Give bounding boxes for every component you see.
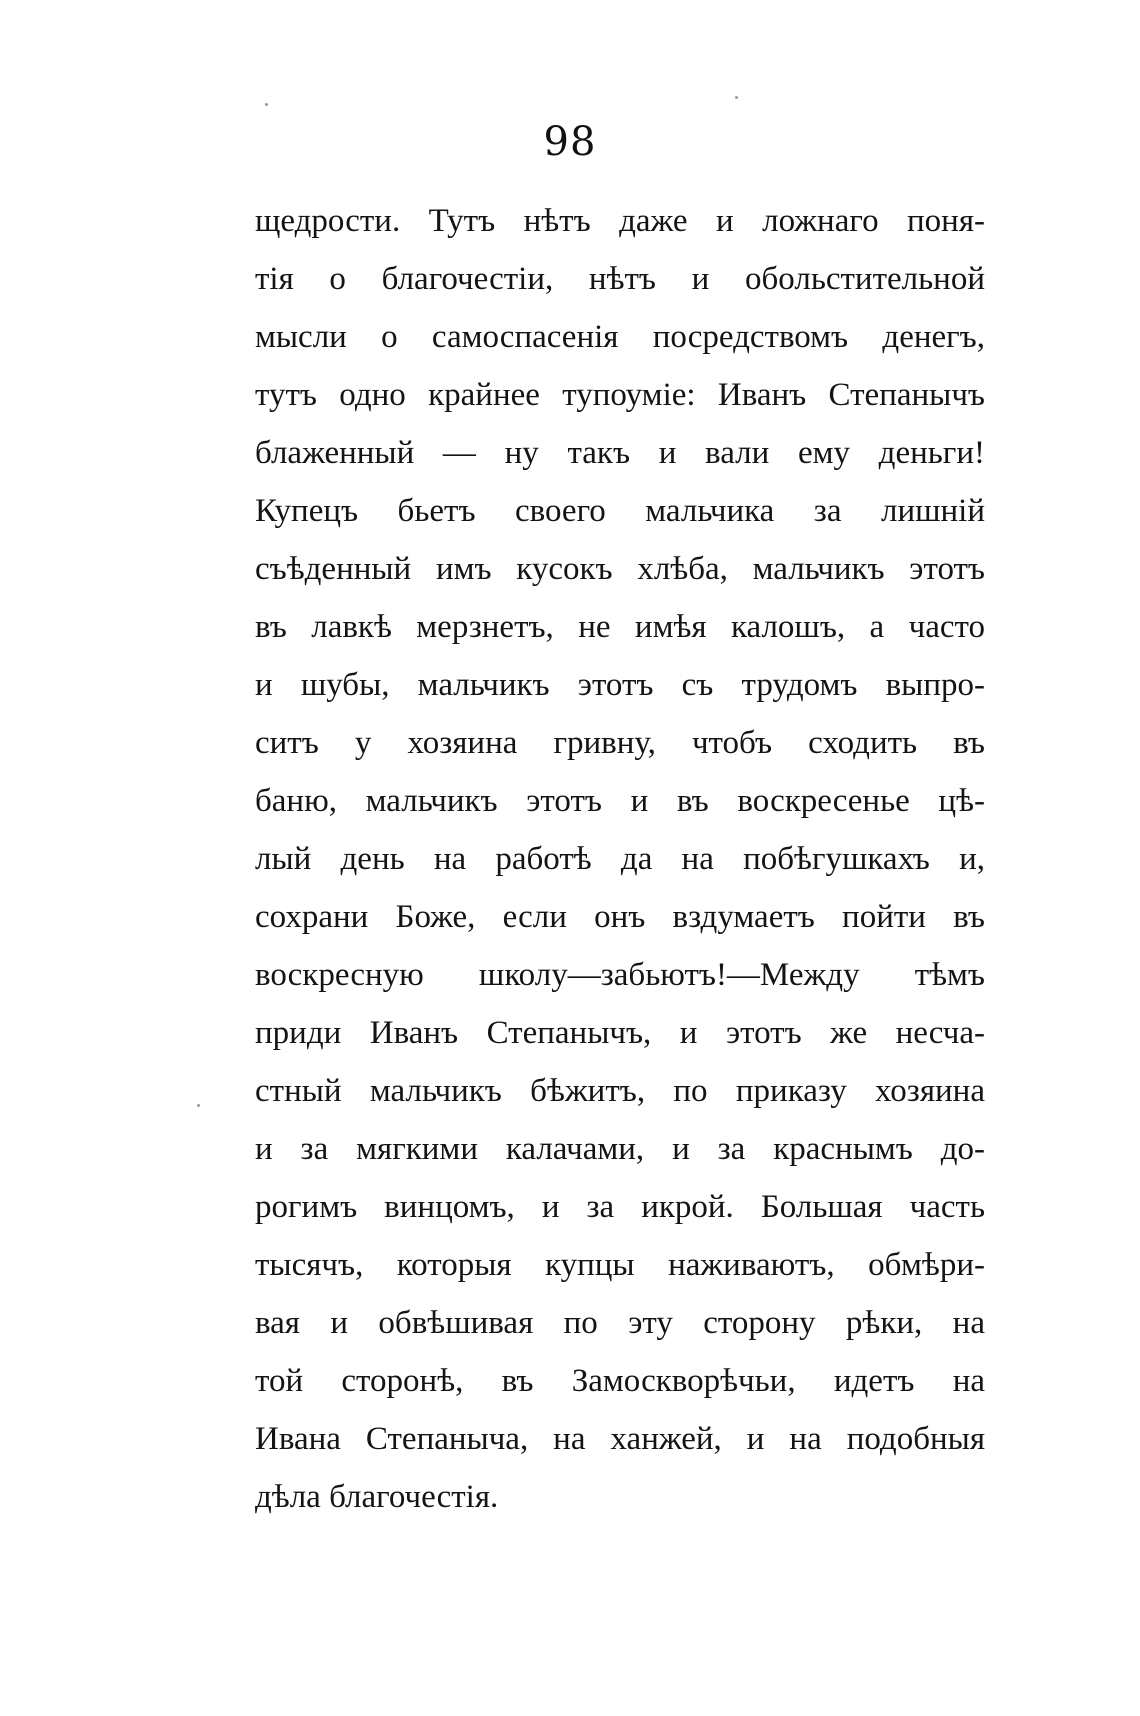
print-speck bbox=[197, 1104, 200, 1107]
text-line: стный мальчикъ бѣжитъ, по приказу хозяина bbox=[255, 1073, 985, 1109]
text-line: съѣденный имъ кусокъ хлѣба, мальчикъ этотъ bbox=[255, 551, 985, 587]
text-line: той сторонѣ, въ Замоскворѣчьи, идетъ на bbox=[255, 1363, 985, 1399]
text-line: лый день на работѣ да на побѣгушкахъ и, bbox=[255, 841, 985, 877]
text-line: Ивана Степаныча, на ханжей, и на подобныя bbox=[255, 1421, 985, 1457]
text-line: щедрости. Тутъ нѣтъ даже и ложнаго поня- bbox=[255, 203, 985, 239]
text-line: блаженный — ну такъ и вали ему деньги! bbox=[255, 435, 985, 471]
text-line: и за мягкими калачами, и за краснымъ до- bbox=[255, 1131, 985, 1167]
print-speck bbox=[735, 96, 738, 99]
text-line: Купецъ бьетъ своего мальчика за лишній bbox=[255, 493, 985, 529]
text-line: дѣла благочестія. bbox=[255, 1479, 499, 1515]
text-line: ситъ у хозяина гривну, чтобъ сходить въ bbox=[255, 725, 985, 761]
print-speck bbox=[265, 103, 268, 106]
text-line: тія о благочестіи, нѣтъ и обольстительной bbox=[255, 261, 985, 297]
text-line: и шубы, мальчикъ этотъ съ трудомъ выпро- bbox=[255, 667, 985, 703]
text-line: вая и обвѣшивая по эту сторону рѣки, на bbox=[255, 1305, 985, 1341]
text-line: тутъ одно крайнее тупоуміе: Иванъ Степанычъ bbox=[255, 377, 985, 413]
text-line: рогимъ винцомъ, и за икрой. Большая часть bbox=[255, 1189, 985, 1225]
page-number: 98 bbox=[543, 119, 597, 165]
text-line: тысячъ, которыя купцы наживаютъ, обмѣри- bbox=[255, 1247, 985, 1283]
text-line: баню, мальчикъ этотъ и въ воскресенье цѣ- bbox=[255, 783, 985, 819]
text-line: воскресную школу—забьютъ!—Между тѣмъ bbox=[255, 957, 985, 993]
text-line: мысли о самоспасенія посредствомъ денегъ, bbox=[255, 319, 985, 355]
text-line: приди Иванъ Степанычъ, и этотъ же несча- bbox=[255, 1015, 985, 1051]
text-line: сохрани Боже, если онъ вздумаетъ пойти въ bbox=[255, 899, 985, 935]
body-text bbox=[255, 192, 985, 1526]
text-line: въ лавкѣ мерзнетъ, не имѣя калошъ, а часто bbox=[255, 609, 985, 645]
